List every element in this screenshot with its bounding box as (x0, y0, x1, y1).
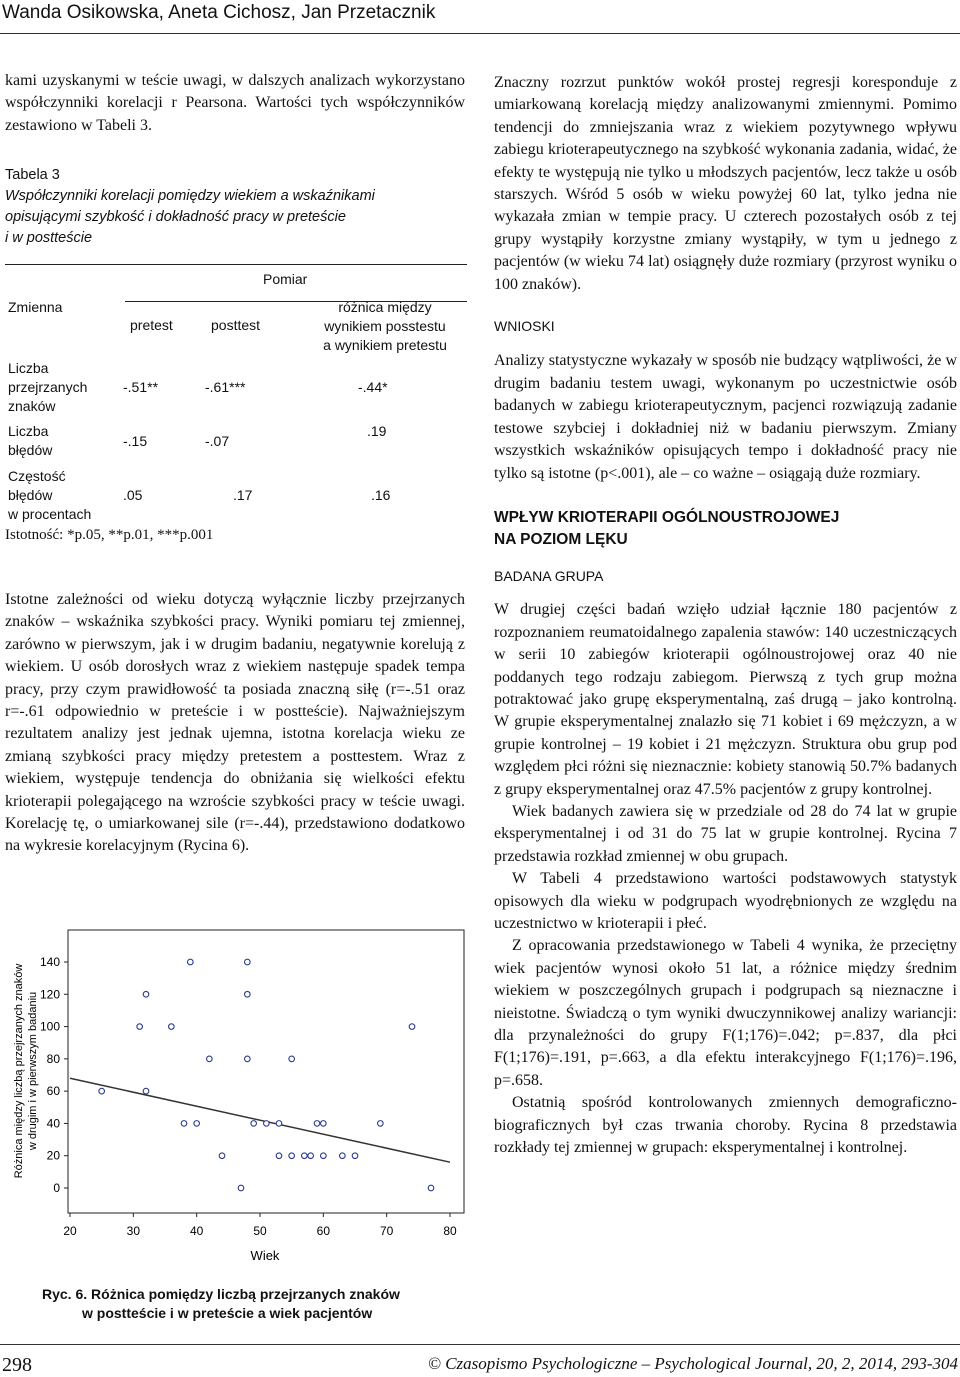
table-title-line: i w postteście (5, 230, 93, 246)
col-header-diff-line: a wynikiem pretestu (323, 337, 447, 353)
right-column (494, 72, 957, 1159)
scatter-plot (0, 915, 470, 1275)
data-point (188, 959, 194, 965)
section-heading-line: NA POZIOM LĘKU (494, 530, 628, 548)
data-point (308, 1153, 314, 1159)
data-points (99, 959, 434, 1191)
data-point (238, 1185, 244, 1191)
table-cell: .19 (367, 423, 387, 439)
paragraph: Analizy statystyczne wykazały w sposób nie budzący wątpliwości, że w drugim badaniu testem uwagi, wykonanym po uczestnictwie osób badanych w zabiegu krioterapeutycznym, pacjenci rozwiązują zadanie testowe szybciej i dokładniej niż w badaniu pierwszym. Zmiany wszystkich wskaźników opisujących tempo i dokładność pracy nie tylko są istotne (p<.001), ale – co ważne – osiągają duże rozmiary. (494, 352, 957, 482)
data-point (314, 1121, 320, 1127)
header-rule (0, 33, 960, 34)
data-point (321, 1121, 327, 1127)
data-point (99, 1088, 105, 1094)
y-tick-label: 60 (46, 1084, 60, 1099)
table-caption (5, 165, 465, 249)
row-label-line: Częstość (8, 468, 66, 484)
col-header-var: Zmienna (8, 299, 63, 315)
data-point (251, 1121, 257, 1127)
section-heading-conclusions: WNIOSKI (494, 318, 555, 335)
y-axis-label: w drugim i w pierwszym badaniu (27, 991, 39, 1151)
table-cell: -.44* (358, 379, 388, 395)
data-point (340, 1153, 346, 1159)
caption-line: Ryc. 6. Różnica pomiędzy liczbą przejrzanych znaków (42, 1286, 400, 1302)
x-tick-label: 70 (379, 1224, 394, 1238)
plot-frame (68, 930, 464, 1213)
data-point (409, 1024, 415, 1030)
data-point (245, 1056, 251, 1062)
row-label-line: znaków (8, 398, 56, 414)
data-point (428, 1185, 434, 1191)
x-tick-label: 20 (63, 1224, 77, 1238)
page-number: 298 (2, 1354, 32, 1376)
scatter-chart (0, 915, 470, 1275)
row-label-line: w procentach (8, 506, 92, 522)
paragraph: W Tabeli 4 przedstawiono wartości podstawowych statystyk opisowych dla wieku w podgrupach wyodrębnionych ze względu na uczestnictwo w krioterapii i płeć. (494, 870, 957, 932)
data-point (289, 1153, 295, 1159)
y-tick-label: 120 (39, 987, 60, 1002)
table-row-label (8, 467, 91, 524)
table-rule (5, 264, 467, 265)
table-cell: -.51** (123, 379, 159, 395)
paragraph: Istotne zależności od wieku dotyczą wyłącznie liczby przejrzanych znaków – wskaźnika szybkości pracy. Wyniki pomiaru tej zmiennej, zarówno w pierwszym, jak i w drugim badaniu, negatywnie korelują z wiekiem. U osób dorosłych wraz z wiekiem następuje spadek tempa pracy, przy czym prawidłowość ta posiada znaczną siłę (r=-.51 oraz r=-.61 odpowiednio w preteście i w postteście). Najważniejszym rezultatem analizy jest jednak ujemna, istotna korelacja wieku ze zmianą szybkości pracy między pretestem a posttestem. Wraz z wiekiem, występuje tendencja do obniżania się wielkości efektu krioterapii polegającego na wzroście szybkości pracy w teście uwagi. Korelację tę, o umiarkowanej sile (r=-.44), przedstawiono dodatkowo na wykresie korelacyjnym (Rycina 6). (5, 591, 465, 855)
x-tick-label: 40 (189, 1224, 204, 1238)
data-point (352, 1153, 358, 1159)
left-column-top (5, 70, 465, 137)
data-point (194, 1121, 200, 1127)
table-title-line: Współczynniki korelacji pomiędzy wiekiem a wskaźnikami (5, 188, 375, 204)
data-point (276, 1153, 282, 1159)
data-point (169, 1024, 175, 1030)
data-point (289, 1056, 295, 1062)
group-header: Pomiar (263, 271, 308, 287)
data-point (321, 1153, 327, 1159)
paragraph: Znaczny rozrzut punktów wokół prostej regresji koresponduje z umiarkowaną korelacją między analizowanymi zmiennymi. Pomimo tendencji do zmniejszania wraz z wiekiem pozytywnego wpływu zabiegu krioterapeutycznego na szybkość wykonania zadania, widać, że efekty te występują nie tylko u młodszych pacjentów, lecz także u osób starszych. Wśród 5 osób w wieku powyżej 60 lat, tylko jedna nie wykazała zmian w tempie pracy. U czterech pozostałych osób z tej grupy wystąpiły korzystne zmiany wystąpiły, w tym u jednego z pacjentów (w wieku 74 lat) osiągnęły duże rozmiary (przyrost wyniku o 100 znaków). (494, 74, 957, 293)
paragraph: Ostatnią spośród kontrolowanych zmiennych demograficzno-biograficznych był czas trwania choroby. Rycina 8 przedstawia rozkłady tej zmiennej w grupach: eksperymentalnej i kontrolnej. (494, 1094, 957, 1157)
table-row-label (8, 359, 87, 416)
data-point (276, 1121, 282, 1127)
y-tick-label: 80 (46, 1051, 60, 1066)
col-header-posttest: posttest (211, 317, 261, 333)
row-label-line: Liczba (8, 360, 49, 376)
paragraph: Z opracowania przedstawionego w Tabeli 4 wynika, że przeciętny wiek pacjentów wynosi około 51 lat, a różnice między średnim wiekiem w poszczególnych grupach i podgrupach są nieznaczne i nieistotne. Świadczą o tym wyniki dwuczynnikowej analizy wariancji: dla przynależności do grupy F(1;176)=.042; p=.837, dla płci F(1;176)=.191, p=.663, a dla efektu interakcyjnego F(1;176)=.196, p=.658. (494, 937, 957, 1089)
y-tick-label: 100 (39, 1019, 60, 1034)
table-row-label (8, 422, 52, 460)
table-cell: -.61*** (205, 379, 246, 395)
journal-citation: © Czasopismo Psychologiczne – Psychological Journal, 20, 2, 2014, 293-304 (428, 1354, 958, 1373)
col-header-diff-line: różnica między (338, 299, 432, 315)
paragraph: W drugiej części badań wzięło udział łącznie 180 pacjentów z rozpoznaniem reumatoidalnego zapalenia stawów: 140 uczestniczących w serii 10 zabiegów krioterapii ogólnoustrojowej oraz 40 nie poddanych tego rodzaju zabiegom. Pierwszą z tych grup można potraktować jako grupę eksperymentalną, zaś drugą – jako kontrolną. W grupie eksperymentalnej znalazło się 71 kobiet i 69 mężczyzn, a w grupie kontrolnej – 19 kobiet i 21 mężczyzn. Struktura obu grup pod względem płci różni się nieznacznie: kobiety stanowią 50.7% badanych z grupy eksperymentalnej oraz 47.5% pacjentów z grupy kontrolnej. (494, 601, 957, 798)
data-point (137, 1024, 143, 1030)
table-cell: -.07 (205, 433, 230, 449)
y-axis-label: Różnica między liczbą przejrzanych znaków (13, 963, 25, 1179)
paragraph: kami uzyskanymi w teście uwagi, w dalszych analizach wykorzystano współczynniki korelacji r Pearsona. Wartości tych współczynników zestawiono w Tabeli 3. (5, 72, 465, 134)
x-tick-label: 60 (316, 1224, 331, 1238)
table-cell: .17 (233, 487, 253, 503)
page-header (0, 0, 960, 30)
row-label-line: błędów (8, 442, 53, 458)
section-heading-line: WPŁYW KRIOTERAPII OGÓLNOUSTROJOWEJ (494, 508, 840, 526)
figure-caption (42, 1285, 462, 1323)
x-axis-label: Wiek (250, 1248, 280, 1263)
y-tick-label: 0 (53, 1181, 60, 1195)
y-tick-label: 40 (46, 1116, 60, 1131)
y-tick-label: 140 (39, 955, 60, 969)
y-tick-label: 20 (46, 1148, 60, 1163)
left-column-body (5, 589, 465, 858)
x-tick-label: 50 (253, 1224, 267, 1238)
row-label-line: Liczba (8, 423, 49, 439)
paragraph: Wiek badanych zawiera się w przedziale od 28 do 74 lat w grupie eksperymentalnej i od 31 do 75 lat w grupie kontrolnej. Rycina 7 przedstawia rozkład zmiennej w obu grupach. (494, 802, 957, 865)
data-point (143, 991, 149, 997)
col-header-pretest: pretest (130, 317, 173, 333)
x-tick-label: 30 (126, 1224, 141, 1238)
page-footer (0, 1344, 960, 1375)
y-ticks (40, 955, 68, 1195)
section-heading (494, 507, 957, 551)
data-point (207, 1056, 213, 1062)
correlation-table (5, 264, 467, 524)
col-header-diff (305, 298, 465, 355)
data-point (378, 1121, 384, 1127)
data-point (219, 1153, 225, 1159)
table-cell: .16 (371, 487, 391, 503)
table-footnote: Istotność: *p.05, **p.01, ***p.001 (5, 527, 214, 543)
subsection-heading: BADANA GRUPA (494, 567, 604, 584)
data-point (245, 959, 251, 965)
row-label-line: błędów (8, 487, 53, 503)
data-point (302, 1153, 308, 1159)
x-tick-label: 80 (443, 1224, 457, 1238)
x-ticks (63, 1213, 457, 1238)
data-point (264, 1121, 270, 1127)
row-label-line: przejrzanych (8, 379, 88, 395)
authors: Wanda Osikowska, Aneta Cichosz, Jan Przetacznik (2, 2, 436, 23)
table-cell: .05 (123, 487, 143, 503)
table-label: Tabela 3 (5, 167, 60, 183)
data-point (143, 1088, 149, 1094)
data-point (181, 1121, 187, 1127)
table-cell: -.15 (123, 433, 148, 449)
footer-rule (0, 1344, 960, 1345)
caption-line: w postteście i w preteście a wiek pacjentów (82, 1305, 373, 1321)
regression-line (70, 1078, 450, 1162)
data-point (245, 991, 251, 997)
col-header-diff-line: wynikiem posstestu (324, 318, 446, 334)
table-title-line: opisującymi szybkość i dokładność pracy w preteście (5, 209, 346, 225)
